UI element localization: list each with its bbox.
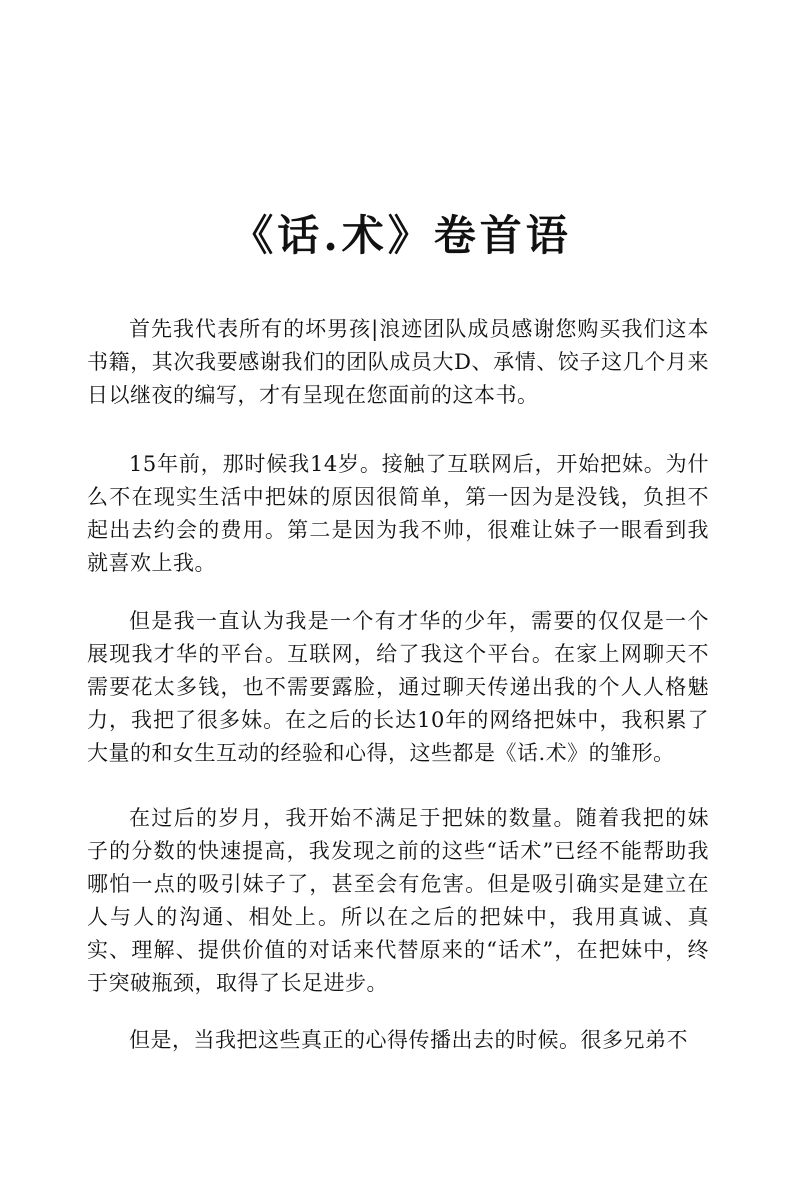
paragraph-4: 在过后的岁月，我开始不满足于把妹的数量。随着我把的妹子的分数的快速提高，我发现之前的这些“话术”已经不能帮助我哪怕一点的吸引妹子了，甚至会有危害。但是吸引确实是建立在人与人的沟通、相处上。所以在之后的把妹中，我用真诚、真实、理解、提供价值的对话来代替原来的“话术”，在把妹中，终于突破瓶颈，取得了长足进步。 (87, 806, 709, 995)
document-title: 《话.术》卷首语 (231, 211, 572, 260)
paragraph-5: 但是，当我把这些真正的心得传播出去的时候。很多兄弟不 (129, 1028, 688, 1052)
paragraph-1: 首先我代表所有的坏男孩|浪迹团队成员感谢您购买我们这本书籍，其次我要感谢我们的团队成员大D、承情、饺子这几个月来日以继夜的编写，才有呈现在您面前的这本书。 (87, 317, 709, 407)
paragraph-2: 15年前，那时候我14岁。接触了互联网后，开始把妹。为什么不在现实生活中把妹的原因很简单，第一因为是没钱，负担不起出去约会的费用。第二是因为我不帅，很难让妹子一眼看到我就喜欢上我。 (87, 452, 709, 575)
paragraph-3: 但是我一直认为我是一个有才华的少年，需要的仅仅是一个展现我才华的平台。互联网，给了我这个平台。在家上网聊天不需要花太多钱，也不需要露脸，通过聊天传递出我的个人人格魅力，我把了很多妹。在之后的长达10年的网络把妹中，我积累了大量的和女生互动的经验和心得，这些都是《话.术》的雏形。 (87, 609, 709, 765)
